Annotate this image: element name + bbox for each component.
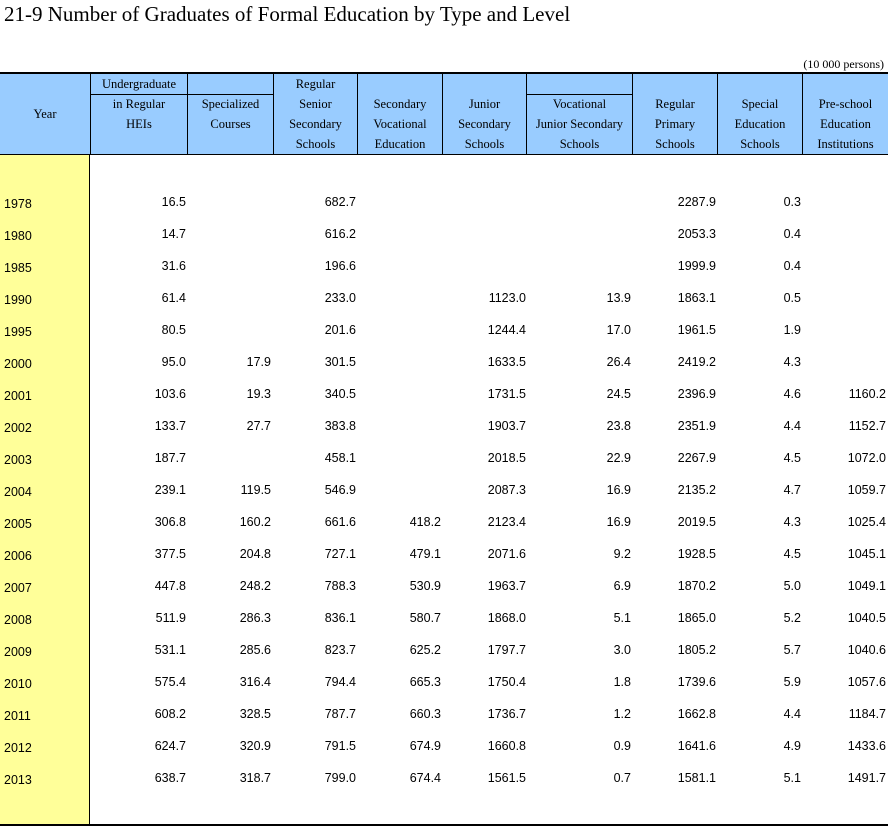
table-row bbox=[0, 539, 888, 571]
cell-vocjr: 26.4 bbox=[606, 355, 631, 369]
table-row bbox=[0, 635, 888, 667]
table-header bbox=[0, 74, 888, 155]
cell-pre: 1184.7 bbox=[848, 707, 886, 721]
cell-secvoc: 479.1 bbox=[409, 547, 441, 561]
row-year: 2007 bbox=[4, 581, 32, 595]
header-senior-line4: Schools bbox=[295, 137, 336, 151]
cell-junior: 1660.8 bbox=[487, 739, 526, 753]
row-year: 2001 bbox=[4, 389, 32, 403]
cell-special: 1.9 bbox=[783, 323, 801, 337]
header-special-line2: Education bbox=[734, 117, 786, 131]
cell-vocjr: 0.7 bbox=[613, 771, 631, 785]
table-row bbox=[0, 443, 888, 475]
header-undergraduate-line2: in Regular bbox=[112, 97, 166, 111]
cell-senior: 682.7 bbox=[324, 195, 356, 209]
row-year: 2006 bbox=[4, 549, 32, 563]
cell-special: 0.4 bbox=[783, 227, 801, 241]
table-bottom-rule bbox=[0, 824, 888, 826]
row-year: 2000 bbox=[4, 357, 32, 371]
header-senior-secondary bbox=[274, 74, 358, 154]
cell-vocjr: 1.8 bbox=[613, 675, 631, 689]
table-row bbox=[0, 731, 888, 763]
cell-ug: 16.5 bbox=[161, 195, 186, 209]
cell-secvoc: 674.9 bbox=[409, 739, 441, 753]
cell-spec: 204.8 bbox=[239, 547, 271, 561]
cell-primary: 1865.0 bbox=[677, 611, 716, 625]
table-row bbox=[0, 315, 888, 347]
header-primary-line3: Schools bbox=[655, 137, 695, 151]
cell-vocjr: 16.9 bbox=[606, 515, 631, 529]
header-undergraduate-line1: Undergraduate bbox=[101, 77, 177, 91]
cell-special: 5.2 bbox=[783, 611, 801, 625]
cell-ug: 80.5 bbox=[161, 323, 186, 337]
cell-special: 4.4 bbox=[783, 707, 801, 721]
header-secondary-vocational bbox=[358, 74, 443, 154]
header-specialized-line1: Specialized bbox=[201, 97, 260, 111]
cell-vocjr: 9.2 bbox=[613, 547, 631, 561]
header-junior-line2: Secondary bbox=[458, 117, 511, 131]
cell-vocjr: 13.9 bbox=[606, 291, 631, 305]
table-body bbox=[0, 187, 888, 795]
page-title: 21-9 Number of Graduates of Formal Education by Type and Level bbox=[4, 2, 571, 26]
header-group-rule bbox=[91, 94, 274, 95]
header-junior-line1: Junior bbox=[468, 97, 501, 111]
cell-spec: 285.6 bbox=[239, 643, 271, 657]
header-secvoc-line1: Secondary bbox=[373, 97, 427, 111]
header-regular-primary bbox=[633, 74, 718, 154]
table-row bbox=[0, 507, 888, 539]
cell-spec: 248.2 bbox=[239, 579, 271, 593]
cell-spec: 318.7 bbox=[239, 771, 271, 785]
cell-pre: 1491.7 bbox=[847, 771, 886, 785]
header-year bbox=[0, 74, 91, 154]
cell-ug: 187.7 bbox=[154, 451, 186, 465]
cell-ug: 377.5 bbox=[154, 547, 186, 561]
cell-pre: 1049.1 bbox=[847, 579, 886, 593]
cell-senior: 546.9 bbox=[324, 483, 356, 497]
row-year: 2003 bbox=[4, 453, 32, 467]
table-row bbox=[0, 411, 888, 443]
row-year: 1980 bbox=[4, 229, 32, 243]
header-junior-secondary bbox=[443, 74, 527, 154]
cell-junior: 1797.7 bbox=[487, 643, 526, 657]
cell-spec: 328.5 bbox=[239, 707, 271, 721]
cell-primary: 2019.5 bbox=[677, 515, 716, 529]
header-vocjunior-line2: Junior Secondary bbox=[535, 117, 624, 131]
cell-pre: 1160.2 bbox=[848, 387, 886, 401]
cell-primary: 1870.2 bbox=[677, 579, 716, 593]
cell-primary: 1961.5 bbox=[677, 323, 716, 337]
cell-junior: 1633.5 bbox=[487, 355, 526, 369]
cell-ug: 306.8 bbox=[154, 515, 186, 529]
cell-pre: 1059.7 bbox=[847, 483, 886, 497]
cell-primary: 2287.9 bbox=[677, 195, 716, 209]
cell-senior: 301.5 bbox=[324, 355, 356, 369]
table-row bbox=[0, 475, 888, 507]
cell-senior: 383.8 bbox=[324, 419, 356, 433]
table-row bbox=[0, 347, 888, 379]
row-year: 2010 bbox=[4, 677, 32, 691]
header-year-label: Year bbox=[33, 107, 57, 121]
header-junior-line3: Schools bbox=[464, 137, 505, 151]
table-row bbox=[0, 187, 888, 219]
cell-secvoc: 530.9 bbox=[409, 579, 441, 593]
cell-vocjr: 3.0 bbox=[613, 643, 631, 657]
cell-special: 4.3 bbox=[783, 515, 801, 529]
cell-secvoc: 660.3 bbox=[409, 707, 441, 721]
cell-primary: 2351.9 bbox=[677, 419, 716, 433]
cell-ug: 61.4 bbox=[161, 291, 186, 305]
cell-special: 4.4 bbox=[783, 419, 801, 433]
cell-ug: 133.7 bbox=[154, 419, 186, 433]
cell-vocjr: 5.1 bbox=[613, 611, 631, 625]
row-year: 2005 bbox=[4, 517, 32, 531]
cell-senior: 616.2 bbox=[324, 227, 356, 241]
cell-junior: 1903.7 bbox=[487, 419, 526, 433]
row-year: 2012 bbox=[4, 741, 32, 755]
header-undergraduate-line3: HEIs bbox=[126, 117, 152, 131]
table-row bbox=[0, 251, 888, 283]
cell-ug: 575.4 bbox=[154, 675, 186, 689]
cell-senior: 233.0 bbox=[324, 291, 356, 305]
cell-ug: 531.1 bbox=[154, 643, 186, 657]
unit-note: (10 000 persons) bbox=[803, 57, 884, 71]
row-year: 2004 bbox=[4, 485, 32, 499]
header-vocjunior-rule bbox=[527, 94, 633, 95]
cell-special: 5.7 bbox=[783, 643, 801, 657]
table-row bbox=[0, 603, 888, 635]
cell-special: 5.1 bbox=[783, 771, 801, 785]
cell-special: 4.5 bbox=[783, 451, 801, 465]
cell-primary: 1641.6 bbox=[677, 739, 716, 753]
cell-ug: 447.8 bbox=[154, 579, 186, 593]
cell-junior: 2123.4 bbox=[487, 515, 526, 529]
cell-pre: 1057.6 bbox=[847, 675, 886, 689]
cell-vocjr: 0.9 bbox=[613, 739, 631, 753]
cell-primary: 2135.2 bbox=[677, 483, 716, 497]
header-primary-line2: Primary bbox=[654, 117, 696, 131]
table-row bbox=[0, 219, 888, 251]
cell-primary: 2396.9 bbox=[677, 387, 716, 401]
row-year: 1995 bbox=[4, 325, 32, 339]
header-special-line3: Schools bbox=[740, 137, 780, 151]
cell-spec: 119.5 bbox=[240, 483, 271, 497]
table-row bbox=[0, 699, 888, 731]
cell-primary: 1739.6 bbox=[677, 675, 716, 689]
cell-junior: 2018.5 bbox=[487, 451, 526, 465]
cell-primary: 2053.3 bbox=[677, 227, 716, 241]
cell-special: 4.7 bbox=[783, 483, 801, 497]
header-vocational-junior bbox=[527, 74, 633, 154]
cell-junior: 1963.7 bbox=[487, 579, 526, 593]
header-special-line1: Special bbox=[741, 97, 779, 111]
row-year: 1990 bbox=[4, 293, 32, 307]
cell-secvoc: 665.3 bbox=[409, 675, 441, 689]
cell-pre: 1040.6 bbox=[847, 643, 886, 657]
cell-special: 4.5 bbox=[783, 547, 801, 561]
cell-senior: 727.1 bbox=[324, 547, 356, 561]
cell-ug: 31.6 bbox=[161, 259, 186, 273]
cell-primary: 1581.1 bbox=[677, 771, 716, 785]
header-vocjunior-line3: Schools bbox=[559, 137, 600, 151]
cell-ug: 14.7 bbox=[161, 227, 186, 241]
cell-senior: 201.6 bbox=[324, 323, 356, 337]
cell-junior: 1750.4 bbox=[487, 675, 526, 689]
cell-pre: 1072.0 bbox=[847, 451, 886, 465]
cell-vocjr: 23.8 bbox=[606, 419, 631, 433]
row-year: 1978 bbox=[4, 197, 32, 211]
cell-special: 5.0 bbox=[783, 579, 801, 593]
cell-special: 4.3 bbox=[783, 355, 801, 369]
cell-senior: 661.6 bbox=[324, 515, 356, 529]
header-senior-line2: Senior bbox=[299, 97, 332, 111]
cell-ug: 239.1 bbox=[154, 483, 186, 497]
table-row bbox=[0, 763, 888, 795]
header-primary-line1: Regular bbox=[655, 97, 695, 111]
row-year: 2013 bbox=[4, 773, 32, 787]
header-secvoc-line2: Vocational bbox=[373, 117, 427, 131]
cell-secvoc: 674.4 bbox=[409, 771, 441, 785]
cell-junior: 1736.7 bbox=[487, 707, 526, 721]
cell-special: 4.6 bbox=[783, 387, 801, 401]
cell-senior: 836.1 bbox=[324, 611, 356, 625]
header-senior-line3: Secondary bbox=[289, 117, 342, 131]
cell-spec: 316.4 bbox=[239, 675, 271, 689]
header-specialized-line2: Courses bbox=[210, 117, 251, 131]
cell-junior: 1561.5 bbox=[487, 771, 526, 785]
cell-ug: 95.0 bbox=[161, 355, 186, 369]
cell-vocjr: 17.0 bbox=[606, 323, 631, 337]
table-row bbox=[0, 667, 888, 699]
row-year: 2009 bbox=[4, 645, 32, 659]
table-row bbox=[0, 283, 888, 315]
cell-vocjr: 22.9 bbox=[606, 451, 631, 465]
row-year: 2011 bbox=[4, 709, 31, 723]
cell-secvoc: 580.7 bbox=[409, 611, 441, 625]
cell-vocjr: 1.2 bbox=[613, 707, 631, 721]
cell-primary: 2267.9 bbox=[677, 451, 716, 465]
cell-special: 0.5 bbox=[783, 291, 801, 305]
cell-primary: 2419.2 bbox=[677, 355, 716, 369]
header-preschool-line1: Pre-school bbox=[818, 97, 873, 111]
cell-vocjr: 24.5 bbox=[606, 387, 631, 401]
cell-senior: 196.6 bbox=[324, 259, 356, 273]
cell-spec: 320.9 bbox=[239, 739, 271, 753]
cell-secvoc: 418.2 bbox=[409, 515, 441, 529]
cell-pre: 1025.4 bbox=[847, 515, 886, 529]
cell-ug: 511.9 bbox=[155, 611, 186, 625]
cell-senior: 794.4 bbox=[324, 675, 356, 689]
table-row bbox=[0, 571, 888, 603]
cell-senior: 788.3 bbox=[324, 579, 356, 593]
cell-pre: 1152.7 bbox=[848, 419, 886, 433]
cell-vocjr: 6.9 bbox=[613, 579, 631, 593]
cell-senior: 340.5 bbox=[324, 387, 356, 401]
cell-primary: 1805.2 bbox=[677, 643, 716, 657]
header-senior-line1: Regular bbox=[295, 77, 336, 91]
cell-senior: 799.0 bbox=[324, 771, 356, 785]
cell-spec: 19.3 bbox=[246, 387, 271, 401]
header-preschool bbox=[803, 74, 888, 154]
header-undergraduate bbox=[91, 74, 188, 154]
cell-senior: 458.1 bbox=[324, 451, 356, 465]
cell-junior: 2071.6 bbox=[487, 547, 526, 561]
row-year: 1985 bbox=[4, 261, 32, 275]
cell-spec: 286.3 bbox=[239, 611, 271, 625]
header-secvoc-line3: Education bbox=[374, 137, 426, 151]
header-specialized bbox=[188, 74, 274, 154]
cell-special: 0.4 bbox=[783, 259, 801, 273]
cell-vocjr: 16.9 bbox=[606, 483, 631, 497]
header-vocjunior-line1: Vocational bbox=[552, 97, 607, 111]
cell-primary: 1662.8 bbox=[677, 707, 716, 721]
cell-pre: 1040.5 bbox=[847, 611, 886, 625]
header-preschool-line3: Institutions bbox=[817, 137, 874, 151]
cell-secvoc: 625.2 bbox=[409, 643, 441, 657]
cell-primary: 1928.5 bbox=[677, 547, 716, 561]
cell-spec: 27.7 bbox=[246, 419, 271, 433]
cell-special: 0.3 bbox=[783, 195, 801, 209]
cell-pre: 1045.1 bbox=[847, 547, 886, 561]
cell-ug: 608.2 bbox=[154, 707, 186, 721]
header-preschool-line2: Education bbox=[820, 117, 871, 131]
cell-ug: 624.7 bbox=[154, 739, 186, 753]
cell-junior: 1868.0 bbox=[487, 611, 526, 625]
cell-spec: 17.9 bbox=[246, 355, 271, 369]
cell-primary: 1863.1 bbox=[677, 291, 716, 305]
header-special-education bbox=[718, 74, 803, 154]
cell-spec: 160.2 bbox=[239, 515, 271, 529]
row-year: 2002 bbox=[4, 421, 32, 435]
cell-special: 5.9 bbox=[783, 675, 801, 689]
row-year: 2008 bbox=[4, 613, 32, 627]
cell-junior: 1123.0 bbox=[488, 291, 526, 305]
cell-pre: 1433.6 bbox=[847, 739, 886, 753]
table-row bbox=[0, 379, 888, 411]
cell-senior: 823.7 bbox=[324, 643, 356, 657]
cell-ug: 638.7 bbox=[154, 771, 186, 785]
cell-primary: 1999.9 bbox=[677, 259, 716, 273]
cell-special: 4.9 bbox=[783, 739, 801, 753]
cell-ug: 103.6 bbox=[154, 387, 186, 401]
cell-junior: 1244.4 bbox=[487, 323, 526, 337]
cell-senior: 787.7 bbox=[324, 707, 356, 721]
cell-junior: 2087.3 bbox=[487, 483, 526, 497]
cell-junior: 1731.5 bbox=[487, 387, 526, 401]
cell-senior: 791.5 bbox=[324, 739, 356, 753]
